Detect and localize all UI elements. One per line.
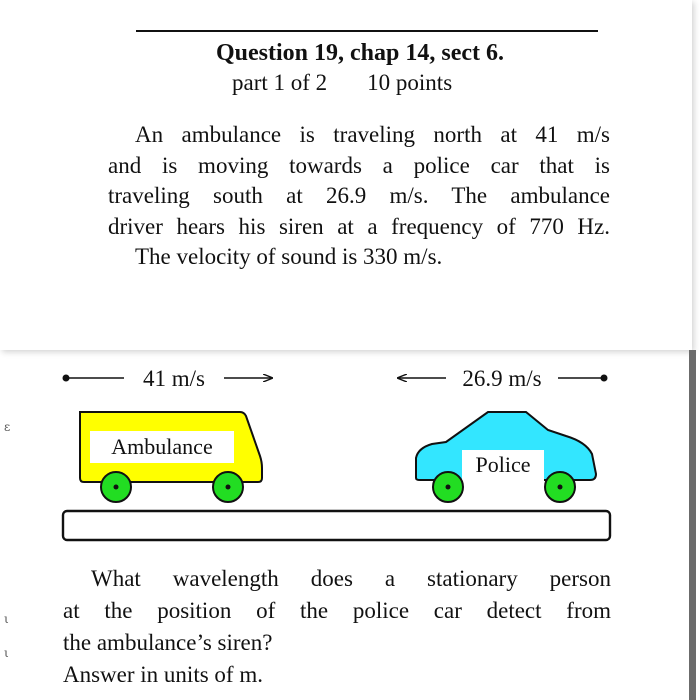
edge-mark: ɛ [4, 420, 11, 434]
question-part: part 1 of 2 [232, 70, 328, 95]
problem-line: traveling south at 26.9 m/s. The ambulance [108, 183, 610, 208]
answer-units: Answer in units of m. [63, 662, 263, 687]
problem-line: and is moving towards a police car that is [108, 152, 610, 178]
edge-mark: ι [4, 612, 9, 626]
road [63, 511, 610, 540]
question-title: Question 19, chap 14, sect 6. [216, 40, 504, 66]
police-arrow-dot [601, 375, 608, 382]
question-points: 10 points [367, 70, 453, 95]
question-subtitle [232, 70, 452, 96]
problem-panel [0, 0, 692, 350]
edge-mark: ι [4, 646, 9, 660]
prompt-line: at the position of the police car detect from [63, 598, 611, 623]
header-rule [136, 30, 598, 32]
wheel-hub [114, 485, 119, 490]
police-speed-label: 26.9 m/s [462, 366, 542, 391]
wheel-hub [226, 485, 231, 490]
problem-line: An ambulance is traveling north at 41 m/s [135, 122, 610, 147]
ambulance-speed-label: 41 m/s [143, 366, 205, 391]
wheel-hub [558, 485, 563, 490]
problem-statement [108, 120, 610, 273]
prompt-line: What wavelength does a stationary person [91, 566, 611, 591]
vehicle-diagram [0, 350, 700, 560]
problem-line: driver hears his siren at a frequency of 770 Hz. [108, 213, 610, 239]
problem-line: The velocity of sound is 330 m/s. [135, 244, 443, 269]
police-label: Police [475, 452, 531, 477]
prompt-line: the ambulance’s siren? [63, 630, 273, 655]
question-prompt [63, 563, 611, 691]
wheel-hub [446, 485, 451, 490]
ambulance-label: Ambulance [111, 434, 213, 459]
